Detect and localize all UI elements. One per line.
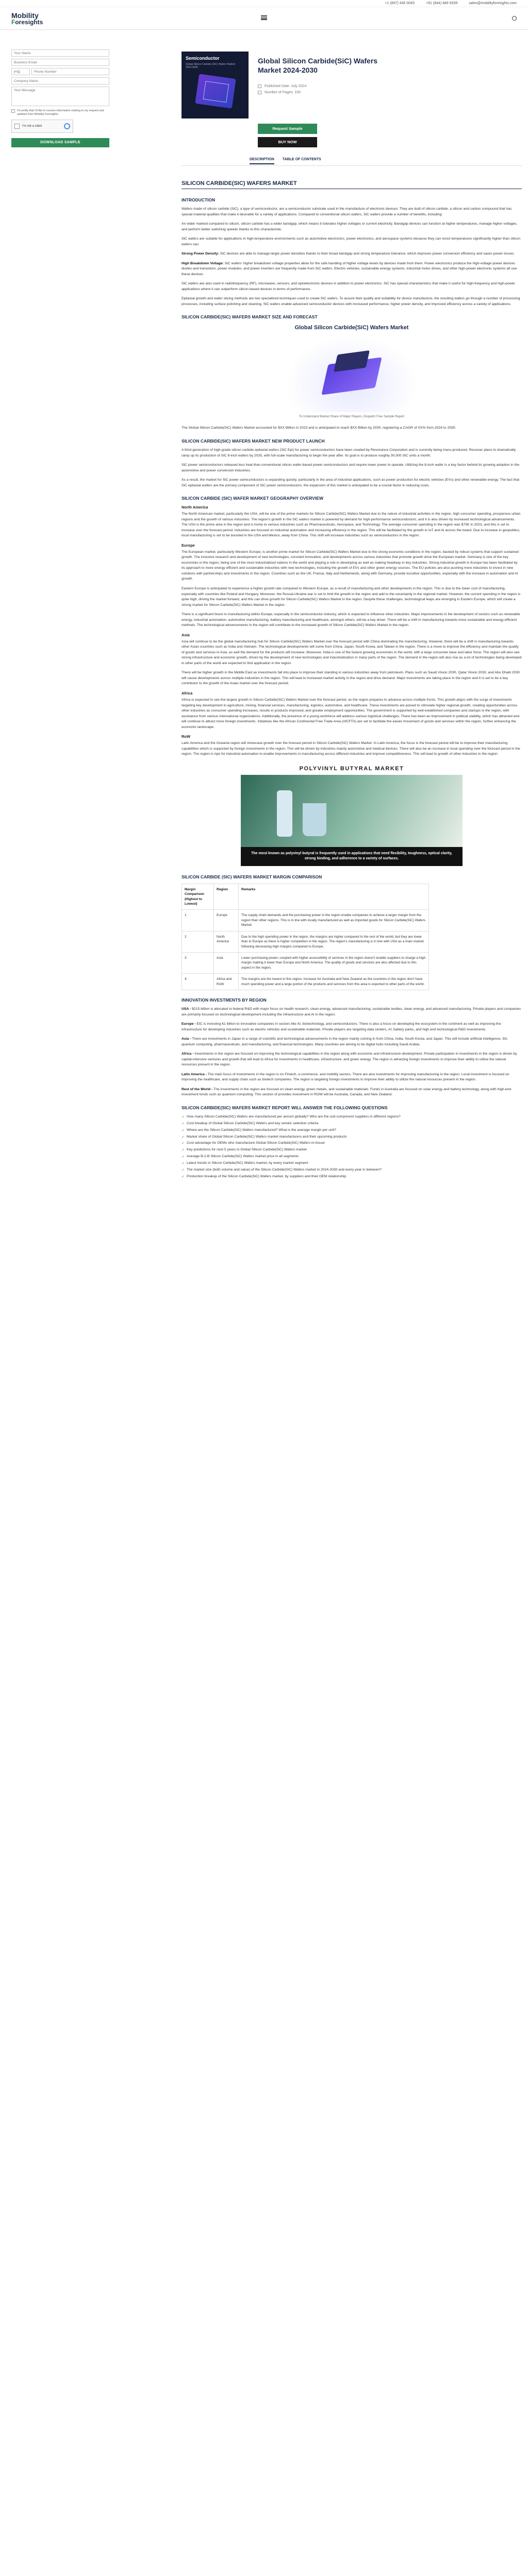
sample-request-form <box>11 49 112 147</box>
report-hero <box>182 52 522 142</box>
intro-paragraph: SiC wafers are suitable for applications in high-temperature environments such as automotive electronics, power electronics, and aerospace systems because they can resist temperatures significantly higher than silicon wafers can. <box>182 237 520 246</box>
phone-code-select[interactable] <box>11 68 30 75</box>
list-item: ✓ How many Silicon Carbide(SiC) Wafers are manufactured per annum globally? Who are the sub-component suppliers in different regions? <box>182 1114 522 1120</box>
size-paragraph: The Global Silicon Carbide(SiC) Wafers Market accounted for $XX Billion in 2023 and is anticipated to reach $XX Billion by 2030, registering a CAGR of XX% from 2024 to 2030. <box>182 426 456 430</box>
region-paragraph: There will be higher growth in the Middle East as investments fall into place to improve their standing in various industries away from petroleum. Plans such as Saudi Vision 2030, Qatar Vision 2030, and Abu Dhabi 2030 will cause developments across multiple industries in the region. This will lead to increased market activity in the region and drive demand. Major investments are taking place in the region and it is set to be a key contributor to the growth of the Asian market over the forecast period. <box>182 671 520 686</box>
list-item: ✓ Production breakup of the Silicon Carbide(SiC) Wafers market, by suppliers and their OEM relationship <box>182 1174 522 1180</box>
tab-divider <box>182 165 522 166</box>
term-text: SiC devices are able to manage larger power densities thanks to their broad bandgap and strong temperature tolerance, which improves power conversion efficiency and saves power losses. <box>219 252 515 256</box>
region-label: Asia - <box>182 1037 191 1041</box>
region-heading-europe: Europe <box>182 543 195 548</box>
table-cell: 1 <box>182 910 214 931</box>
hamburger-menu-icon[interactable] <box>261 15 267 20</box>
table-header-cell: Margin Comparison (Highest to Lowest) <box>182 884 214 910</box>
table-cell: Lower purchasing power, coupled with higher accessibility of services in the region doesn't enable suppliers to charge a high margin making it lower than Europe and North America. The quality of goods and services are also affected due to this aspect in the region. <box>239 952 429 973</box>
region-paragraph: Asia will continue to be the global manufacturing hub for Silicon Carbide(SiC) Wafers Market over the forecast period with China dominating the manufacturing. However, there will be a shift in manufacturing towards other Asian countries such as India and Vietnam. The technological developments will come from China, Japan, South Korea, and Taiwan in the region. There is a move to improve the efficiency and maintain the quality of goods and services in Asia, as well the demand for the products will increase. Moreover, India is one of the fastest growing economies in the world, with a large consumer base and labor force. The region will also see strong infrastructure and economic growth, driven by the development of new technologies and industrialization in many parts of the region. The demand in the region will also rise as a lot of technologies being developed in other parts of the world are expected to find application in the region. <box>182 639 522 665</box>
phone-row <box>11 68 112 77</box>
search-icon[interactable] <box>512 16 517 21</box>
cover-text: Global Silicon Carbide (SiC) Wafers Market 2024-2030 <box>186 63 235 69</box>
list-item: ✓ The market size (both volume and value) of the Silicon Carbide(SiC) Wafers market in 2024-2030 and every year in between? <box>182 1167 522 1173</box>
innovation-paragraph <box>182 1007 522 1018</box>
email-link[interactable]: sales@mobilityforesights.com <box>469 2 517 5</box>
launch-paragraph: A third generation of high-grade silicon carbide epitaxial wafers (SiC Epi) for power semiconductors have been created by Resonance Corporation and is currently being mass-produced. Resonac plans to dramatically ramp up its production of SiC 8-inch wafers by 2025, with full-scale manufacturing to begin the year after. Its goal is to produce roughly 30,000 SiC units a month. <box>182 448 516 457</box>
site-header <box>0 7 528 30</box>
region-label: Latin America - <box>182 1072 207 1076</box>
geography-heading: SILICON CARBIDE (SIC) WAFER MARKET GEOGRAPHY OVERVIEW <box>182 496 324 501</box>
captcha-widget <box>11 120 73 133</box>
innovation-heading: INNOVATION INVESTMENTS BY REGION <box>182 997 267 1003</box>
table-header-row <box>182 884 429 910</box>
intro-paragraph: SiC wafers are also used in radiofrequency (RF), microwave, sensors, and optoelectronic devices in addition to power electronics. SiC has special characteristics that make it useful for high-frequency and high-power applications where it can outperform silicon-based devices in terms of performance. <box>182 282 515 291</box>
table-cell: Due to the high spending power in the region, the margins are higher compared to the rest of the world, but they are lower than in Europe as there is higher competition in the region. The region's manufacturing is in line with USA as a main market following decreasing high margins compared to Europe. <box>239 931 429 952</box>
table-cell: 4 <box>182 974 214 990</box>
related-market-banner[interactable] <box>241 766 463 866</box>
region-text: Investments in the region are focused on improving the technological capabilities in the region along with economic and infrastructure development. Private participation in investments in the region is driven by capital-intensive ventures and growth that will lead to Africa for investments in healthcare, infrastructure, and green energy. The region is attracting foreign investments to improve their ability to utilise the natural resources present in the region. <box>182 1052 517 1067</box>
intro-paragraph: An wider marked compared to silicon, silicon carbide has a wider bandgap, which means it tolerates higher voltages or current electricity. Bandgap devices can function at higher temperatures, manage higher voltages, and perform better switching speeds thanks to this characteristic. <box>182 222 518 231</box>
infographic-caption[interactable]: To Understand Market Share of Major Players, Dispatch Free Sample Report <box>299 415 405 419</box>
region-heading-north-america: North America <box>182 505 208 510</box>
banner-title: POLYVINYL BUTYRAL MARKET <box>299 765 404 772</box>
phone-link-us[interactable]: +1 (857) 445 0045 <box>385 2 415 5</box>
margin-comparison-table <box>182 884 429 990</box>
top-contact-bar <box>0 0 528 7</box>
intro-paragraph <box>182 251 522 257</box>
list-item: ✓ Where are the Silicon Carbide(SiC) Wafers manufactured? What is the average margin per unit? <box>182 1128 522 1133</box>
cover-title: Semiconductor <box>186 56 220 61</box>
site-logo[interactable] <box>11 12 43 25</box>
region-paragraph: Latin America and the Oceania region will showcase growth over the forecast period in Silicon Carbide(SiC) Wafers Market. In Latin America, the focus is the forecast period will be to improve their manufacturing capabilities which is supported by foreign investments in the region. This will be driven by industries mainly automotive and medical devices. There will also be an increase in local spending over the forecast period in the region. The region is ripe for industrial automation to enable improvements in manufacturing across different industries and improve competitiveness. This will lead to growth of other industries in the region. <box>182 741 520 756</box>
list-item: ✓ Cost breakup of Global Silicon Carbide(SiC) Wafers and key vendor selection criteria <box>182 1121 522 1127</box>
innovation-paragraph <box>182 1087 522 1098</box>
report-cover-image <box>182 52 249 118</box>
region-text: EIC is investing €1 billion to innovative companies in sectors like AI, biotechnology, and semiconductors. There is also a focus on developing the ecosystem in the continent as well as improving the infrastructure for developing industries such as electric vehicles and sustainable materials. Private players are targeting data centers, AI, battery parks, and high end technological R&D investments. <box>182 1022 501 1031</box>
launch-paragraph: SiC power semiconductors released less heat than conventional silicon wafer-based power semiconductors and require lower power to operate. Utilizing the 8-inch wafer is a key factor behind its growing adoption in the automotive and power conversion industries. <box>182 463 520 472</box>
page-count-text: Number of Pages: 150 <box>265 91 301 94</box>
list-item: ✓ Latest trends in Silicon Carbide(SiC) Wafers market, by every market segment <box>182 1161 522 1166</box>
logo-line2-rest: oresights <box>15 18 43 26</box>
table-row <box>182 910 429 931</box>
table-cell: Africa and RoW <box>214 974 239 990</box>
page-count <box>258 91 301 94</box>
infographic-image <box>285 335 419 412</box>
table-row <box>182 952 429 973</box>
list-item: ✓ Key predictions for next 5 years in Global Silicon Carbide(SiC) Wafers market <box>182 1147 522 1153</box>
product-launch-heading: SILICON CARBIDE(SIC) WAFERS MARKET NEW PRODUCT LAUNCH <box>182 438 325 444</box>
table-header-cell: Remarks <box>239 884 429 910</box>
report-tabs <box>250 158 321 164</box>
table-cell: 2 <box>182 931 214 952</box>
region-paragraph: Eastern Europe is anticipated to experience a higher growth rate compared to Western Europe, as a result of manufacturing and other developments in the region. This is due to the lower cost of manufacturing, especially with countries like Poland and Hungary. Moreover, the Russia-Ukraine war is set to limit the growth in the region and add to the uncertainty in the regional market. However, the current spending in the region is quite high, driving the market forward, and this can drive growth for Silicon Carbide(SiC) Wafers Market in the region. Despite these challenges, technological leaps are emerging in Eastern Europe, which will create a strong market for Silicon Carbide(SiC) Wafers Market in the region. <box>182 587 521 607</box>
banner-text: The most known as polyvinyl butyral is frequently used in applications that need flexibility, toughness, optical clarity, strong binding, and adherence to a variety of surfaces. <box>241 847 463 866</box>
table-cell: The supply chain demands and the purchasing power in the region enable companies to achieve a larger margin from the region than other regions. This is in line with locally manufactured as well as imported goods for Silicon Carbide(SiC) Wafers Market. <box>239 910 429 931</box>
region-heading-asia: Asia <box>182 632 190 637</box>
market-infographic <box>249 325 455 418</box>
region-text: $215 billion is allocated to federal R&D with major focus on health research, clean energy, advanced manufacturing, sustainable textiles, clean energy, and advanced manufacturing. Private players and companies are primarily focused on technological development including the infrastructure and AI in the region. <box>182 1007 521 1016</box>
term-label: High Breakdown Voltage: <box>182 261 224 265</box>
list-item: ✓ Average B-2-B Silicon Carbide(SiC) Wafers market price in all segments <box>182 1154 522 1160</box>
table-cell: North America <box>214 931 239 952</box>
glass-illustration-icon <box>303 803 326 836</box>
tab-description[interactable]: DESCRIPTION <box>250 158 274 164</box>
region-paragraph: The European market, particularly Western Europe, is another prime market for Silicon Carbide(SiC) Wafers Market due to the strong economic conditions in the region, backed by robust systems that support sustained growth. The inclusive research and development of new technologies, constant innovation, and developments across various industries that promote growth drive the European market. Germany is one of the key economies in the region, being one of the most industrialized nations in the world and playing a role in developing as well as making headway in key industries. Strong industrial growth in Europe has been facilitated by its approach to more energy efficient and sustainable industries with new technologies, including the growth of EVs and other green energy sources. The EU policies are also pushing more industries to invest in new solutions with partnerships and investments in the region. Countries such as the UK, France, Italy and Netherlands, along with Germany, provide lucrative opportunities, especially with the increase in automation and AI growth. <box>182 550 519 581</box>
report-title: Global Silicon Carbide(SiC) Wafers Market 2024-2030 <box>258 57 378 74</box>
innovation-paragraph <box>182 1052 522 1068</box>
logo-line2 <box>11 19 43 25</box>
region-paragraph: There is a significant boost in manufacturing within Europe, especially in the semiconductor industry, which is expected to influence other industries. Major improvements in the development of sectors such as renewable energy, industrial automation, automotive manufacturing, battery manufacturing and healthcare, amongst others, will be a key driver. There will be a shift in manufacturing towards more sustainable and energy-efficient methods. The technological advancements in the region will contribute to the increased growth of Silicon Carbide(SiC) Wafers Market in the region. <box>182 613 520 628</box>
region-label: USA - <box>182 1007 191 1011</box>
region-heading-row: RoW <box>182 734 191 739</box>
table-row <box>182 974 429 990</box>
region-heading-africa: Africa <box>182 690 193 696</box>
launch-paragraph: As a result, the market for SiC power semiconductors is expanding quickly, particularly in the area of industrial applications, such as power production for electric vehicles (EVs) and other renewable energy. The fact that SiC epitaxial wafers are the primary component of SiC power semiconductors, the expansion of this market is anticipated to be a crucial factor in reducing costs. <box>182 478 520 487</box>
margin-comparison-heading: SILICON CARBIDE (SIC) WAFERS MARKET MARGIN COMPARISON <box>182 874 322 879</box>
questions-heading: SILICON CARBIDE(SIC) WAFERS MARKET REPORT WILL ANSWER THE FOLLOWING QUESTIONS <box>182 1105 388 1110</box>
consent-text: I'd certify that I'd like to receive information relating to my request and updates from Mobility Foresights. <box>17 109 104 116</box>
region-text: The investments in the region are focused on clean energy, green metals, and sustainable materials. Funds in Australia are focused on solar energy and battery technology, along with high-end investment funds such as quantum computing. This section of provides investment in ROW will be Australia, Canada, and New Zealand. <box>182 1087 512 1097</box>
table-cell: Asia <box>214 952 239 973</box>
published-date <box>258 84 306 88</box>
published-date-text: Published Date: July 2024 <box>265 84 307 88</box>
size-forecast-heading: SILICON CARBIDE(SIC) WAFERS MARKET SIZE AND FORECAST <box>182 314 318 320</box>
phone-link-in[interactable]: +91 (844) 848 9339 <box>425 2 458 5</box>
intro-paragraph <box>182 261 522 278</box>
innovation-paragraph <box>182 1037 522 1047</box>
table-cell: 3 <box>182 952 214 973</box>
intro-paragraph: Wafers made of silicon carbide (SiC), a type of semiconductor, are a semiconductor substrate used in the manufacture of electronic devices. They are built of silicon carbide, a silicon and carbon compound that has special material qualities that make it desirable for a variety of applications. Compared to conventional silicon wafers, SiC wafers provide a number of benefits, including: <box>182 207 512 216</box>
name-input[interactable] <box>11 49 109 57</box>
infographic-title: Global Silicon Carbide(SiC) Wafers Market <box>294 325 409 331</box>
request-sample-button[interactable]: Request Sample <box>258 124 317 134</box>
buy-now-button[interactable]: BUY NOW <box>258 137 317 147</box>
list-item: ✓ Cost advantage for OEMs who manufacture Global Silicon Carbide(SiC) Wafers in-house <box>182 1141 522 1146</box>
list-item: ✓ Market share of Global Silicon Carbide(SiC) Wafers market manufacturers and their upcoming products <box>182 1134 522 1140</box>
chip-illustration-icon <box>195 74 236 108</box>
region-text: There are investments in Japan in a range of scientific and technological advancements in the region mainly coming in from China, India, South Korea, and Japan. This will include artificial intelligence, 5G, quantum computing, pharmaceuticals, and manufacturing, and financial technologies. Many countries are aiming to be digital hubs including Saudi Arabia. <box>182 1037 508 1046</box>
banner-image <box>241 775 463 847</box>
table-cell: The margins are the lowest in this region. Increase for Australia and New Zealand as the countries in the region don't have much spending power and a large portion of the products and services from this area is exported to other parts of the world. <box>239 974 429 990</box>
calendar-icon <box>258 84 261 88</box>
logo-accent: F <box>11 18 15 26</box>
recaptcha-icon <box>64 123 70 129</box>
market-title: SILICON CARBIDE(SIC) WAFERS MARKET <box>182 180 522 189</box>
document-icon <box>258 91 261 94</box>
innovation-paragraph <box>182 1022 522 1032</box>
bottle-illustration-icon <box>277 790 292 837</box>
email-input[interactable] <box>11 59 109 66</box>
consent-row <box>11 109 112 116</box>
company-input[interactable] <box>11 77 109 84</box>
questions-list <box>182 1114 522 1180</box>
captcha-label: I'm not a robot <box>22 125 42 128</box>
region-label: Rest of the World - <box>182 1087 213 1091</box>
region-text: The main focus of investments in the region is on Fintech, e-commerce, and mobility sectors. There are also investments for improving manufacturing in the region. Local investment is focused on improving the healthcare, and supply chain such as biotech companies. The region is targeting foreign investments to improve their ability to utilize the natural resources present in the region. <box>182 1072 509 1082</box>
download-sample-button[interactable]: DOWNLOAD SAMPLE <box>11 138 109 147</box>
term-label: Strong Power Density: <box>182 252 219 256</box>
phone-input[interactable] <box>31 68 109 75</box>
consent-checkbox[interactable] <box>11 109 15 113</box>
region-label: Europe - <box>182 1022 196 1026</box>
region-paragraph: Africa is expected to see the largest growth in Silicon Carbide(SiC) Wafers Market over the forecast period, as the region prepares to advance across multiple fronts. This growth aligns with the surge of investments targeting key development in agriculture, mining, financial services, manufacturing, logistics, automotive, and healthcare. These investments are poised to stimulate higher regional growth, creating opportunities across other industries as consumer spending increases, results in products improved, and greater employment opportunities. The government is supported by well-established companies and startups in the region, with assistance from various international organizations. Additionally, the presence of a young workforce will address various logistical challenges. There has been an improvement in political stability, which has attracted and will continue to attract more foreign investments. Initiatives like the African Continental Free Trade Area (AfCFTA) are set to facilitate the easier movement of goods and services within the region, further enhancing the economic landscape. <box>182 698 520 729</box>
region-label: Africa - <box>182 1052 194 1056</box>
table-row <box>182 931 429 952</box>
region-paragraph: The North American market, particularly the USA, will be one of the prime markets for Silicon Carbide(SiC) Wafers Market due to the nature of industrial activities in the region, high consumer spending, prosperous urban regions and the growth of various industries. The region's growth in the SiC wafers market is powered by demand for high-performance semiconductors, and it is also driven by increased technological advancements. The USA is the prime area in the region and is home to various industries such as Pharmaceuticals, Aerospace, and Technology. The average consumer spending in the region was $73K in 2023, and this is set to increase over the forecast period. Industries are focused on industrial automation and increasing efficiency in the region. This will be facilitated by the growth in IoT and AI across the board. Due to increase in geopolitics, local manufacturing is set to be boosted in the USA and Mexico, away from China. This shift will increase industries such as semiconductors in the region. <box>182 512 521 538</box>
report-description <box>182 180 522 1181</box>
message-input[interactable] <box>11 87 109 106</box>
intro-paragraph: Epitaxial growth and wafer slicing methods are two specialized techniques used to create SiC wafers. To assure their quality and suitability for device manufacture, the resulting wafers go through a number of processing processes, including surface polishing and cleaning. SiC wafers enable advanced semiconductor devices with increased performance, higher power density, and improved efficiency across a variety of applications. <box>182 297 520 306</box>
tab-table-of-contents[interactable]: TABLE OF CONTENTS <box>282 158 321 161</box>
introduction-heading: INTRODUCTION <box>182 197 216 202</box>
innovation-paragraph <box>182 1072 522 1083</box>
captcha-checkbox[interactable] <box>14 124 20 129</box>
term-text: SiC wafers' higher breakdown voltage properties allow for the safe handling of higher voltage levels by devices made from them. Power electronics produce the high-voltage power devices diodes and transistors, power modules, and power inverters are frequently made from SiC wafers. Electric vehicles, sustainable energy systems, industrial motor drives, and other high-power electronic systems all use these devices. <box>182 261 517 276</box>
table-header-cell: Region <box>214 884 239 910</box>
logo-line1: Mobility <box>11 11 39 20</box>
table-cell: Europe <box>214 910 239 931</box>
